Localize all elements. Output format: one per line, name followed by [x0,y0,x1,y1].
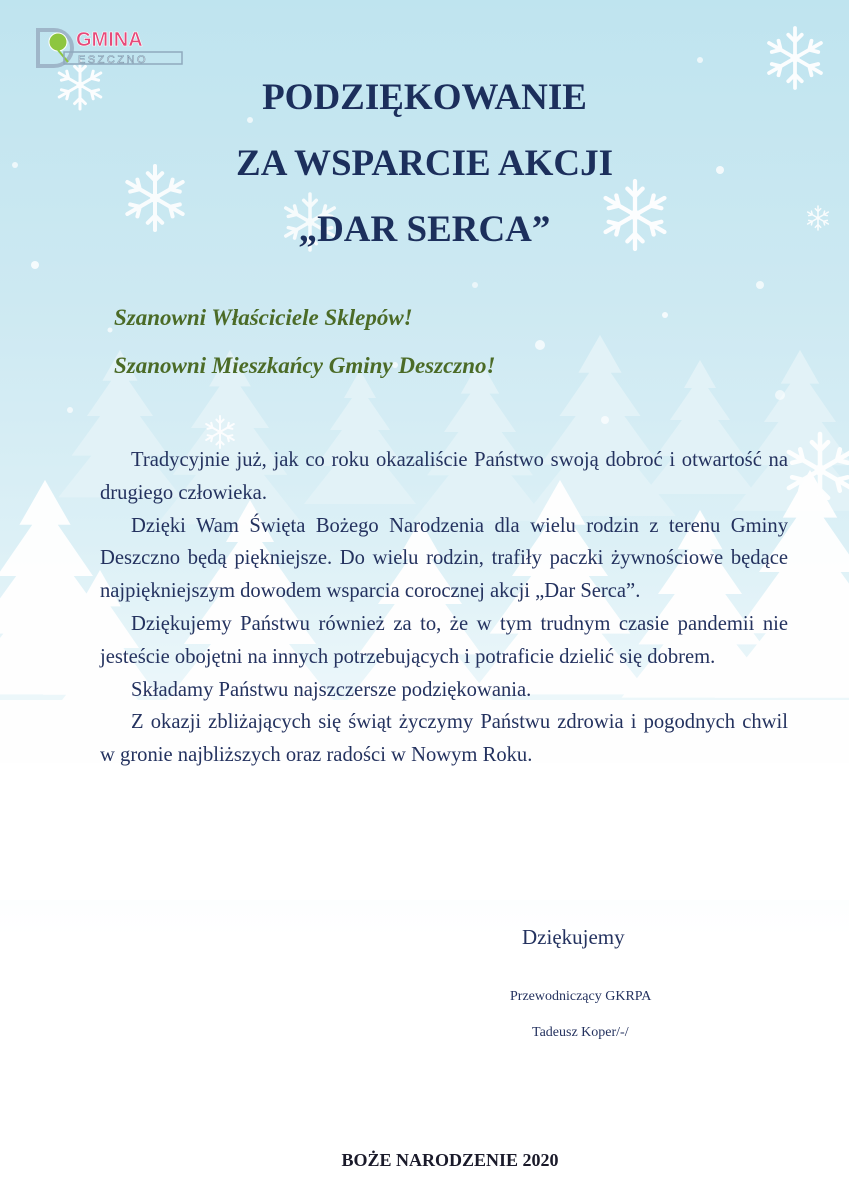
signature-thanks: Dziękujemy [522,925,625,949]
footer-christmas-2020: BOŻE NARODZENIE 2020 [341,1150,559,1170]
paragraph-holidays: Dzięki Wam Święta Bożego Narodzenia dla wielu rodzin z terenu Gminy Deszczno będą piękniejsze. Do wielu rodzin, trafiły paczki żywnościowe będące najpiękniejszym dowodem wsparcia corocznej akcji „Dar Serca”. [100,514,788,603]
svg-text:ESZCZNO: ESZCZNO [78,54,149,66]
letter-title-line-1: PODZIĘKOWANIE [262,77,587,118]
signature-role: Przewodniczący GKRPA [510,989,652,1004]
paragraph-wishes: Z okazji zbliżających się świąt życzymy Państwu zdrowia i pogodnych chwil w gronie najbliższych oraz radości w Nowym Roku. [100,711,788,767]
gmina-deszczno-logo [34,22,186,70]
greeting-residents: Szanowni Mieszkańcy Gminy Deszczno! [114,353,496,378]
signature-name: Tadeusz Koper/-/ [532,1025,629,1040]
svg-text:GMINA: GMINA [76,29,143,51]
paragraph-thanks: Składamy Państwu najszczersze podziękowania. [131,678,532,701]
letter-title-line-2: ZA WSPARCIE AKCJI [236,143,613,184]
paragraph-tradition: Tradycyjnie już, jak co roku okazaliście Państwo swoją dobroć i otwartość na drugiego człowieka. [100,449,788,504]
letter-title-line-3: „DAR SERCA” [298,209,551,250]
letter-body [100,444,788,772]
paragraph-pandemic: Dziękujemy Państwu również za to, że w tym trudnym czasie pandemii nie jesteście obojętni na innych potrzebujących i potraficie dzielić się dobrem. [100,612,788,668]
greeting-shop-owners: Szanowni Właściciele Sklepów! [114,305,413,330]
